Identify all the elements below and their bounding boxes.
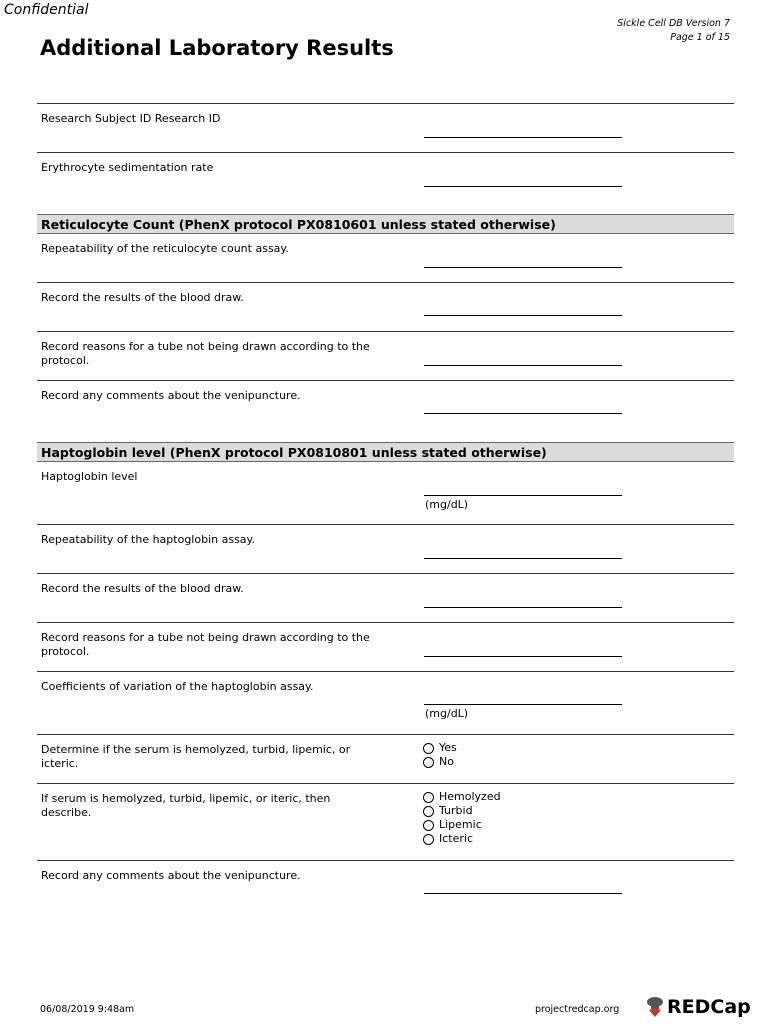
version-info bbox=[617, 17, 730, 45]
field-label: Erythrocyte sedimentation rate bbox=[41, 161, 214, 174]
field-label: Record the results of the blood draw. bbox=[41, 582, 244, 595]
reticulocyte-tube-reasons-input[interactable] bbox=[424, 365, 622, 366]
field-label: Repeatability of the haptoglobin assay. bbox=[41, 533, 255, 546]
field-haptoglobin-level bbox=[37, 462, 734, 524]
option-lipemic[interactable] bbox=[423, 818, 501, 832]
haptoglobin-cv-input[interactable] bbox=[424, 704, 622, 705]
option-label: Turbid bbox=[439, 804, 473, 817]
field-label: Repeatability of the reticulocyte count assay. bbox=[41, 242, 289, 255]
field-label: Record the results of the blood draw. bbox=[41, 291, 244, 304]
radio-button[interactable] bbox=[423, 806, 434, 817]
reticulocyte-repeatability-input[interactable] bbox=[424, 267, 622, 268]
confidential-label: Confidential bbox=[4, 2, 89, 18]
field-reticulocyte-blood-draw bbox=[37, 282, 734, 331]
serum-describe-options bbox=[423, 790, 501, 846]
field-haptoglobin-comments bbox=[37, 860, 734, 909]
field-haptoglobin-cv bbox=[37, 671, 734, 734]
unit-label: (mg/dL) bbox=[425, 498, 469, 511]
radio-button[interactable] bbox=[423, 792, 434, 803]
research-id-input[interactable] bbox=[424, 137, 622, 138]
field-reticulocyte-tube-reasons bbox=[37, 331, 734, 380]
field-research-id bbox=[37, 103, 734, 152]
option-icteric[interactable] bbox=[423, 832, 501, 846]
field-haptoglobin-blood-draw bbox=[37, 573, 734, 622]
option-hemolyzed[interactable] bbox=[423, 790, 501, 804]
option-label: Lipemic bbox=[439, 818, 482, 831]
field-label: Determine if the serum is hemolyzed, turbid, lipemic, or icteric. bbox=[41, 743, 351, 770]
serum-check-options bbox=[423, 741, 457, 769]
reticulocyte-comments-input[interactable] bbox=[424, 413, 622, 414]
section-header-reticulocyte bbox=[37, 214, 734, 234]
haptoglobin-blood-draw-input[interactable] bbox=[424, 607, 622, 608]
haptoglobin-tube-reasons-input[interactable] bbox=[424, 656, 622, 657]
option-no[interactable] bbox=[423, 755, 457, 769]
footer-url[interactable]: projectredcap.org bbox=[535, 1004, 620, 1015]
field-label: Haptoglobin level bbox=[41, 470, 138, 483]
field-label: Coefficients of variation of the haptoglobin assay. bbox=[41, 680, 314, 693]
field-label: Record reasons for a tube not being drawn according to the protocol. bbox=[41, 631, 370, 658]
field-label: Record any comments about the venipuncture. bbox=[41, 869, 301, 882]
redcap-icon bbox=[645, 996, 665, 1018]
esr-input[interactable] bbox=[424, 186, 622, 187]
radio-button[interactable] bbox=[423, 757, 434, 768]
haptoglobin-comments-input[interactable] bbox=[424, 893, 622, 894]
option-label: No bbox=[439, 755, 454, 768]
radio-button[interactable] bbox=[423, 820, 434, 831]
section-title: Haptoglobin level (PhenX protocol PX0810801 unless stated otherwise) bbox=[41, 445, 547, 460]
field-esr bbox=[37, 152, 734, 214]
page-title: Additional Laboratory Results bbox=[40, 36, 394, 60]
section-title: Reticulocyte Count (PhenX protocol PX0810601 unless stated otherwise) bbox=[41, 217, 556, 232]
field-label: Record any comments about the venipuncture. bbox=[41, 389, 301, 402]
field-reticulocyte-repeatability bbox=[37, 234, 734, 282]
field-serum-check bbox=[37, 734, 734, 783]
field-haptoglobin-repeatability bbox=[37, 524, 734, 573]
section-header-haptoglobin bbox=[37, 442, 734, 462]
field-haptoglobin-tube-reasons bbox=[37, 622, 734, 671]
radio-button[interactable] bbox=[423, 834, 434, 845]
logo-text: REDCap bbox=[667, 996, 751, 1018]
redcap-logo bbox=[645, 996, 751, 1018]
field-label: If serum is hemolyzed, turbid, lipemic, or iteric, then describe. bbox=[41, 792, 331, 819]
field-serum-describe bbox=[37, 783, 734, 860]
option-yes[interactable] bbox=[423, 741, 457, 755]
option-label: Yes bbox=[439, 741, 457, 754]
radio-button[interactable] bbox=[423, 743, 434, 754]
version-text: Sickle Cell DB Version 7 bbox=[617, 18, 730, 29]
unit-label: (mg/dL) bbox=[425, 707, 469, 720]
field-label: Research Subject ID Research ID bbox=[41, 112, 221, 125]
haptoglobin-repeatability-input[interactable] bbox=[424, 558, 622, 559]
haptoglobin-level-input[interactable] bbox=[424, 495, 622, 496]
footer-date: 06/08/2019 9:48am bbox=[40, 1004, 135, 1015]
option-turbid[interactable] bbox=[423, 804, 501, 818]
option-label: Icteric bbox=[439, 832, 473, 845]
field-reticulocyte-comments bbox=[37, 380, 734, 442]
option-label: Hemolyzed bbox=[439, 790, 501, 803]
field-label: Record reasons for a tube not being drawn according to the protocol. bbox=[41, 340, 370, 367]
reticulocyte-blood-draw-input[interactable] bbox=[424, 315, 622, 316]
page-number: Page 1 of 15 bbox=[670, 32, 730, 43]
form bbox=[37, 103, 734, 909]
